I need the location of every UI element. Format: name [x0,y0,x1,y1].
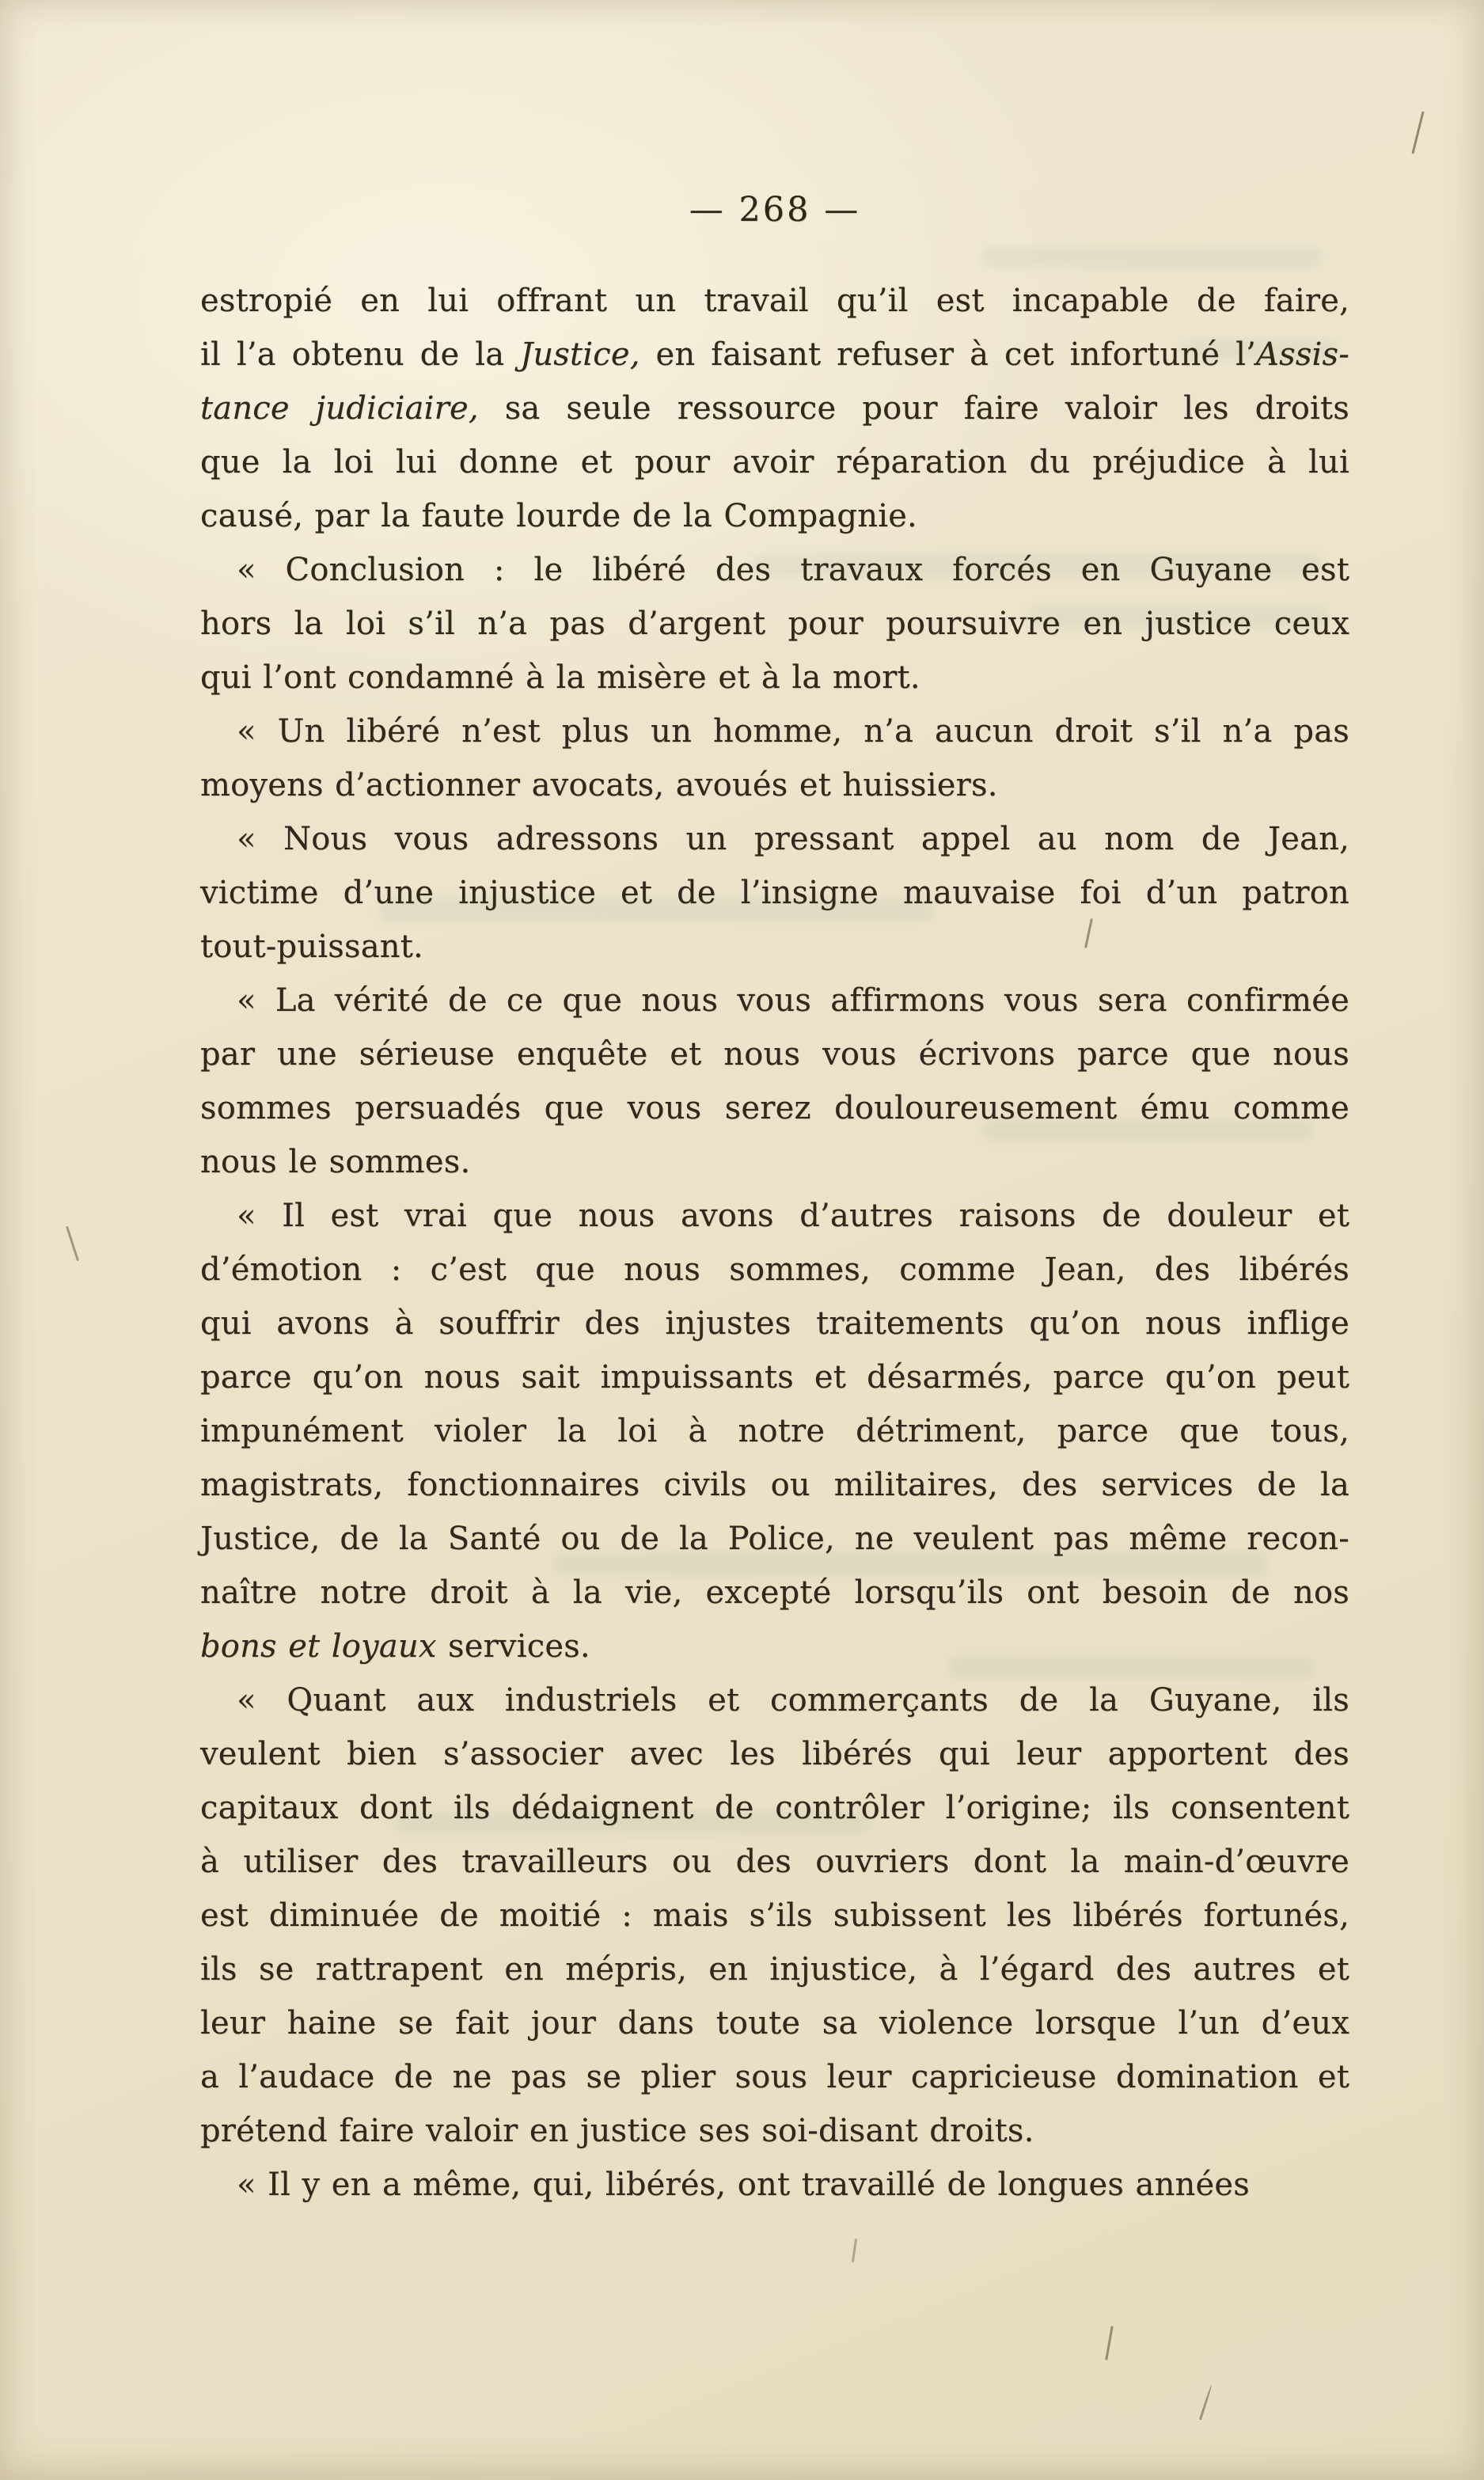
text-line [200,920,1349,974]
text-run: leur haine se fait jour dans toute sa violence lorsque l’un d’eux [200,2005,1349,2041]
paragraph [200,705,1349,812]
text-line [200,1189,1349,1243]
text-run: « Conclusion : le libéré des travaux forcés en Guyane est [237,552,1349,588]
scan-artifact [1199,2385,1213,2421]
text-line [200,382,1349,435]
scan-artifact [852,2239,857,2262]
text-line [200,2104,1349,2158]
text-run: parce qu’on nous sait impuissants et désarmés, parce qu’on peut [200,1359,1349,1396]
text-line [200,597,1349,651]
text-run: veulent bien s’associer avec les libérés qui leur apportent des [200,1736,1349,1772]
text-line [200,1996,1349,2050]
text-line [200,328,1349,382]
scan-artifact [66,1226,79,1262]
text-line [200,1297,1349,1350]
italic-text-run: Justice, [520,336,640,373]
italic-text-run: bons et loyaux [200,1628,437,1665]
text-line [200,1027,1349,1081]
text-line [200,758,1349,812]
text-run: sommes persuadés que vous serez douloureusement ému comme [200,1090,1349,1126]
text-line [200,1620,1349,1673]
text-run: nous le sommes. [200,1144,471,1180]
text-line [200,1673,1349,1727]
text-line [200,1727,1349,1781]
paragraph [200,1673,1349,2158]
paragraph [200,274,1349,543]
text-run: a l’audace de ne pas se plier sous leur capricieuse domination et [200,2059,1349,2095]
text-run: « Nous vous adressons un pressant appel au nom de Jean, [237,821,1349,857]
text-run: « Il y en a même, qui, libérés, ont travaillé de longues années [237,2167,1250,2203]
text-run: « Il est vrai que nous avons d’autres raisons de douleur et [237,1198,1349,1234]
text-line [200,651,1349,705]
text-run: hors la loi s’il n’a pas d’argent pour poursuivre en justice ceux [200,606,1349,642]
text-line [200,1943,1349,1996]
paragraph [200,812,1349,974]
text-line [200,1835,1349,1889]
text-run: services. [436,1628,590,1665]
text-line [200,2158,1349,2212]
text-run: naître notre droit à la vie, excepté lorsqu’ils ont besoin de nos [200,1574,1349,1611]
page-text [200,274,1349,2212]
text-run: en faisant refuser à cet infortuné l’ [640,336,1257,373]
text-run: que la loi lui donne et pour avoir réparation du préjudice à lui [200,444,1349,480]
text-line [200,274,1349,328]
text-line [200,2050,1349,2104]
text-run: moyens d’actionner avocats, avoués et huissiers. [200,767,998,803]
show-through-ghost [981,247,1322,268]
text-line [200,489,1349,543]
text-run: « Un libéré n’est plus un homme, n’a aucun droit s’il n’a pas [237,713,1349,750]
italic-text-run: tance judiciaire, [200,390,479,427]
page-number: — 268 — [689,190,861,230]
text-run: ils se rattrapent en mépris, en injustice, à l’égard des autres et [200,1951,1349,1988]
paragraph [200,974,1349,1189]
text-line [200,974,1349,1027]
text-line [200,1135,1349,1189]
text-run: prétend faire valoir en justice ses soi-disant droits. [200,2113,1034,2149]
text-line [200,705,1349,758]
text-line [200,1243,1349,1297]
italic-text-run: Assis- [1256,336,1349,373]
text-run: causé, par la faute lourde de la Compagnie. [200,498,917,534]
text-run: qui avons à souffrir des injustes traitements qu’on nous inflige [200,1305,1349,1342]
text-run: victime d’une injustice et de l’insigne mauvaise foi d’un patron [200,875,1349,911]
text-run: qui l’ont condamné à la misère et à la mort. [200,659,920,696]
text-run: estropié en lui offrant un travail qu’il est incapable de faire, [200,283,1349,319]
text-run: sa seule ressource pour faire valoir les droits [478,390,1349,427]
paragraph [200,2158,1349,2212]
text-run: est diminuée de moitié : mais s’ils subissent les libérés fortunés, [200,1897,1349,1934]
text-run: par une sérieuse enquête et nous vous écrivons parce que nous [200,1036,1349,1073]
text-run: « Quant aux industriels et commerçants de la Guyane, ils [237,1682,1349,1719]
text-run: capitaux dont ils dédaignent de contrôler l’origine; ils consentent [200,1790,1349,1826]
text-line [200,1350,1349,1404]
paragraph [200,1189,1349,1673]
scan-artifact [1105,2326,1114,2360]
text-line [200,543,1349,597]
text-line [200,435,1349,489]
paragraph [200,543,1349,705]
text-run: il l’a obtenu de la [200,336,521,373]
text-run: tout-puissant. [200,929,423,965]
text-run: d’émotion : c’est que nous sommes, comme Jean, des libérés [200,1251,1349,1288]
text-run: magistrats, fonctionnaires civils ou militaires, des services de la [200,1467,1349,1503]
text-line [200,1566,1349,1620]
text-line [200,1081,1349,1135]
text-run: « La vérité de ce que nous vous affirmons vous sera confirmée [237,982,1349,1019]
text-line [200,1458,1349,1512]
text-run: impunément violer la loi à notre détriment, parce que tous, [200,1413,1349,1449]
text-line [200,1889,1349,1943]
text-line [200,1512,1349,1566]
text-run: à utiliser des travailleurs ou des ouvriers dont la main-d’œuvre [200,1844,1349,1880]
scan-artifact [1411,111,1424,154]
text-line [200,1404,1349,1458]
text-line [200,812,1349,866]
text-line [200,1781,1349,1835]
text-line [200,866,1349,920]
text-run: Justice, de la Santé ou de la Police, ne veulent pas même recon- [200,1521,1349,1557]
